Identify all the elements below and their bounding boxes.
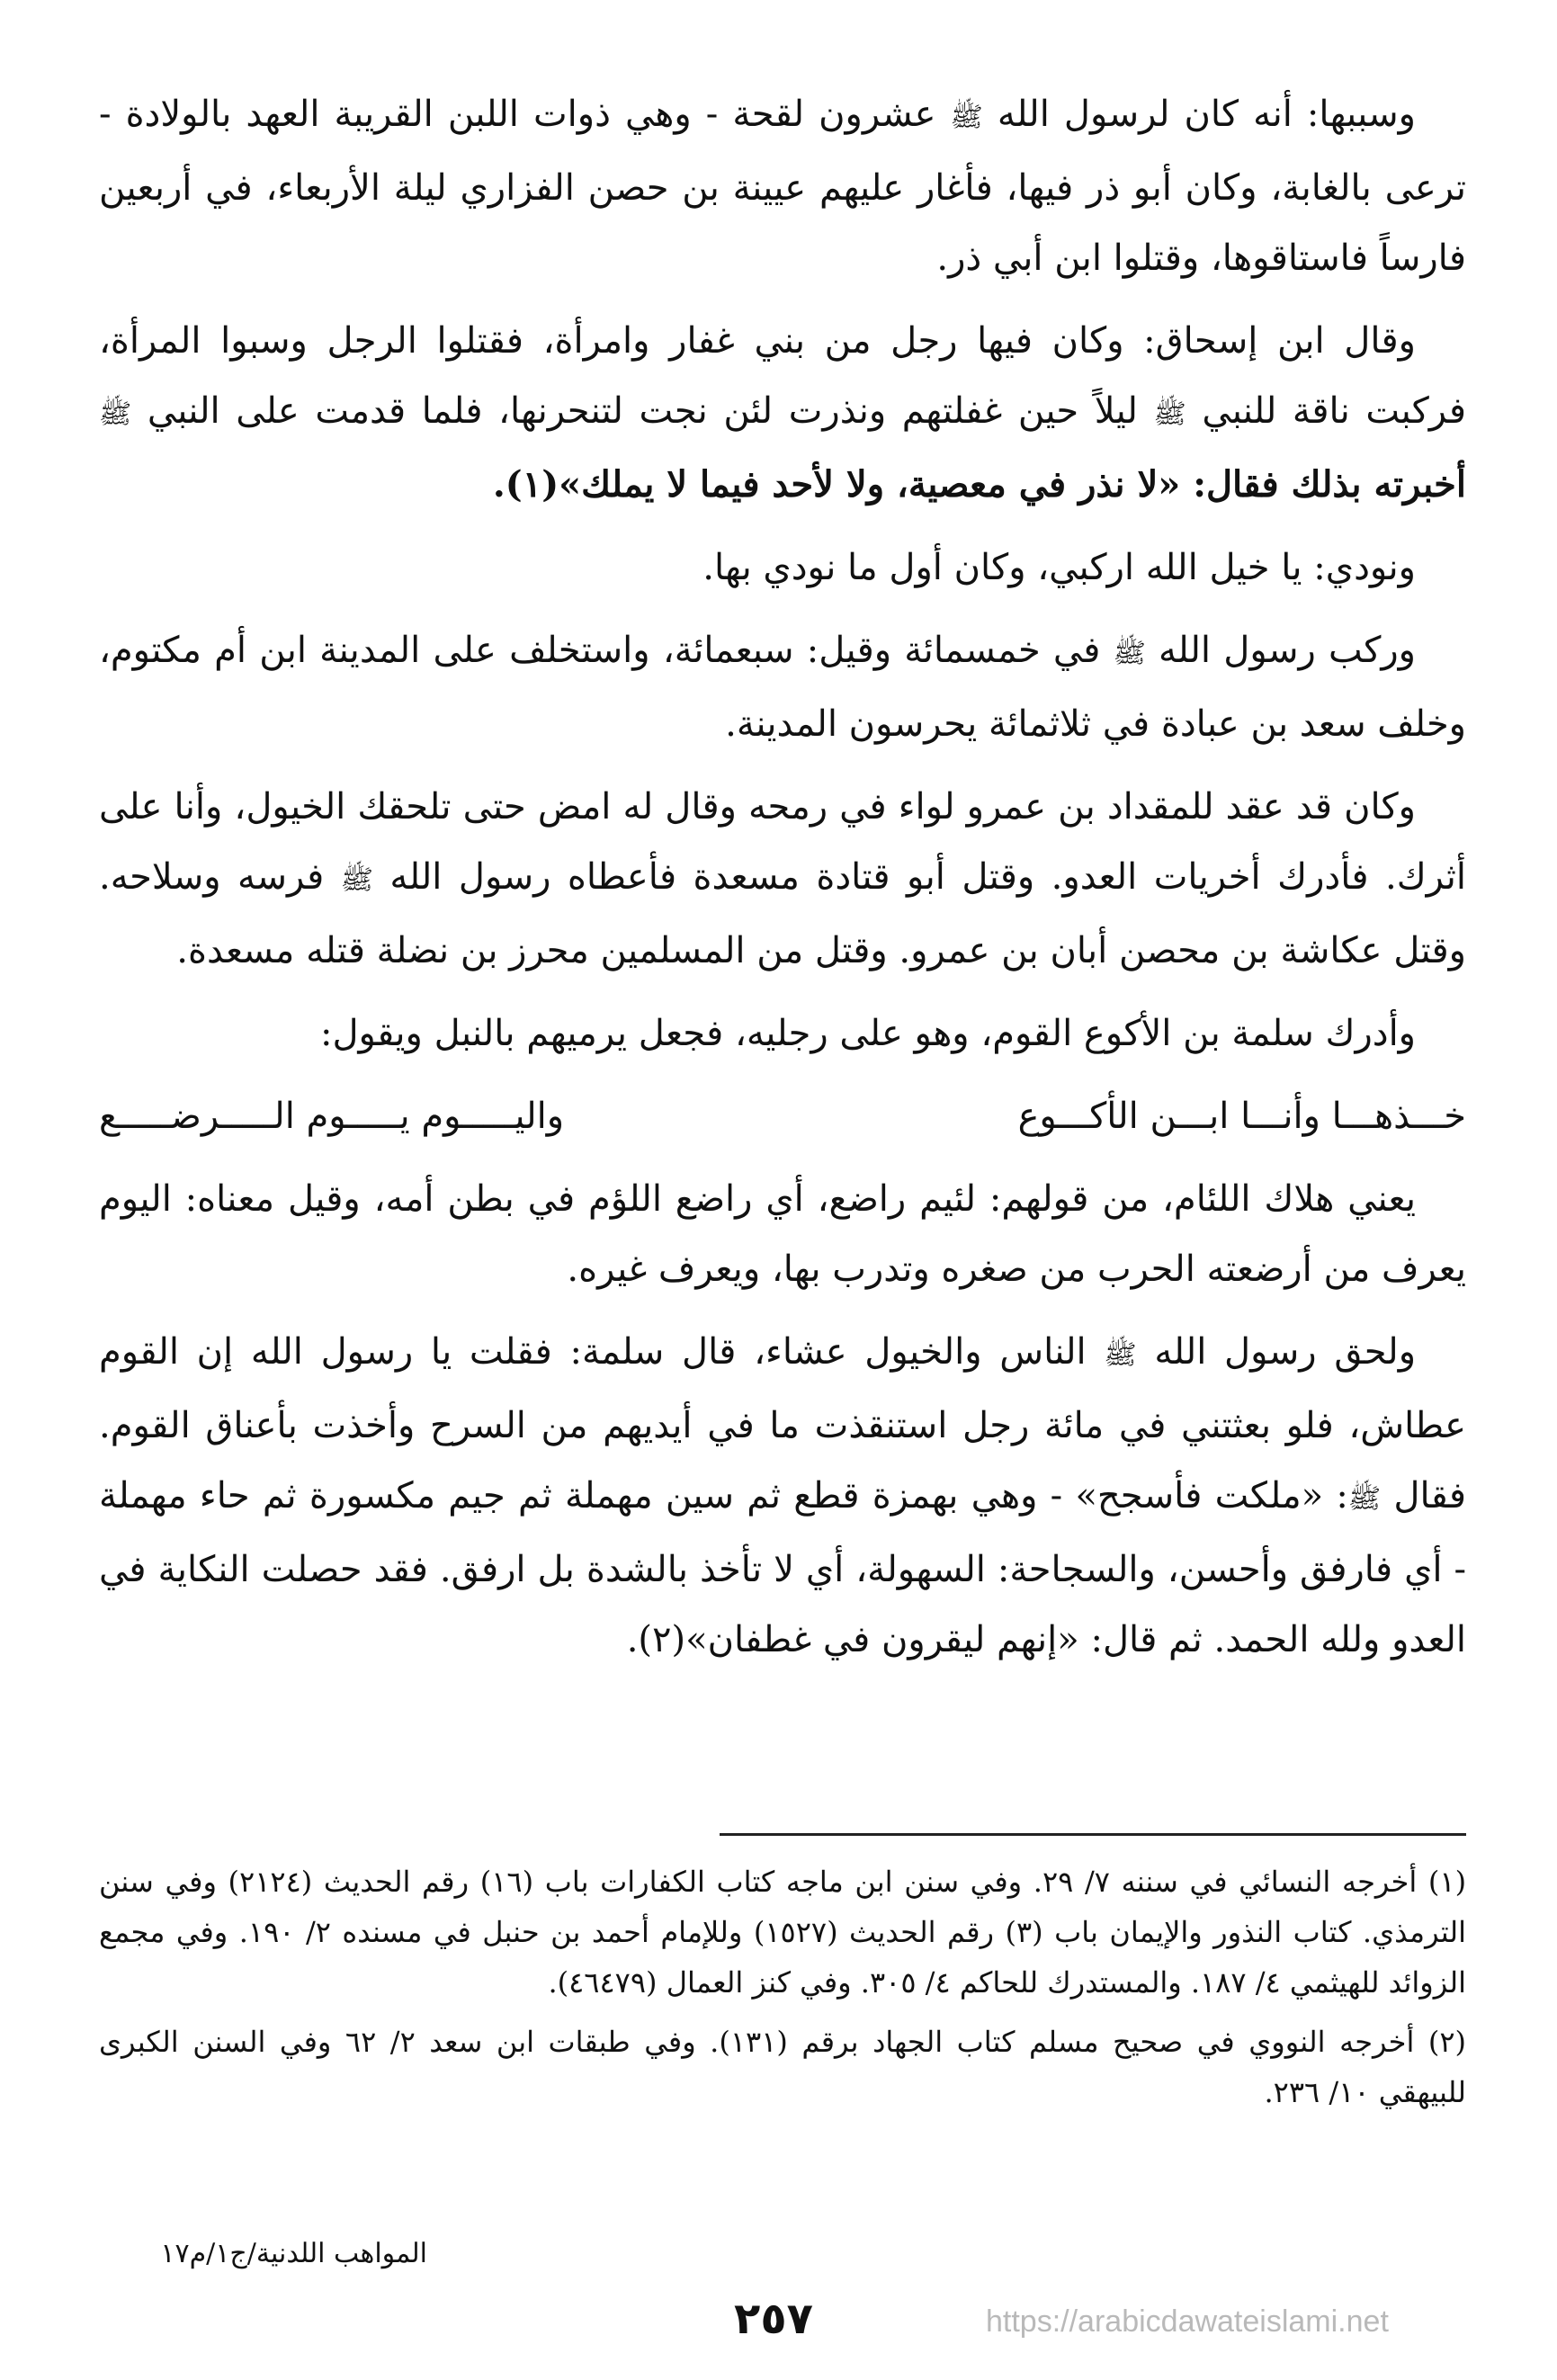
salutation-mark: ﷺ xyxy=(1113,638,1146,669)
main-text xyxy=(99,79,1466,1687)
poem-hemistich-first: خـــذهـــا وأنـــا ابـــن الأكـــوع xyxy=(1017,1096,1466,1137)
footnote-2: (٢) أخرجه النووي في صحيح مسلم كتاب الجهاد برقم (١٣١). وفي طبقات ابن سعد ٢/ ٦٢ وفي السنن الكبرى للبيهقي ١٠/ ٢٣٦. xyxy=(99,2025,1467,2109)
text-segment: وقال ابن إسحاق: وكان فيها رجل من بني غفار وامرأة، فقتلوا الرجل وسبوا المرأة، فركبت ناقة للنبي xyxy=(99,320,1466,432)
text-segment: في خمسمائة وقيل: سبعمائة، واستخلف على المدينة ابن أم مكتوم، وخلف سعد بن عبادة في ثلاثمائة يحرسون المدينة. xyxy=(99,630,1466,745)
text-segment: ولحق رسول الله xyxy=(1136,1331,1417,1373)
paragraph-ibn-ishaq xyxy=(99,306,1466,520)
text-segment: عشرون لقحة - وهي ذوات اللبن القريبة العهد بالولادة - ترعى بالغابة، وكان أبو ذر فيها، فأغار عليهم عيينة بن حصن الفزاري ليلة الأربعاء، في أربعين فارساً فاستاقوها، وقتلوا ابن أبي ذر. xyxy=(99,94,1466,279)
salutation-mark: ﷺ xyxy=(1153,398,1186,430)
text-segment: وكان قد عقد للمقداد بن عمرو لواء في رمحه وقال له امض حتى تلحقك الخيول، وأنا على أثرك. فأدرك أخريات العدو. وقتل أبو قتادة مسعدة فأعطاه رسول الله xyxy=(99,786,1467,898)
watermark-url: https://arabicdawateislami.net xyxy=(986,2304,1389,2339)
salutation-mark: ﷺ xyxy=(99,398,132,430)
text-segment: ونودي: يا خيل الله اركبي، وكان أول ما نودي بها. xyxy=(702,547,1416,588)
text-segment: وركب رسول الله xyxy=(1145,630,1416,671)
footnotes xyxy=(99,1857,1466,2126)
paragraph-miqdad xyxy=(99,772,1466,986)
hadith-quote: أخبرته بذلك فقال: «لا نذر في معصية، ولا لأحد فيما لا يملك»(١). xyxy=(492,463,1466,506)
footnote-divider xyxy=(720,1833,1466,1836)
text-segment: الناس والخيول عشاء، قال سلمة: فقلت يا رسول الله إن القوم عطاش، فلو بعثتني في مائة رجل استنقذت ما في أيديهم من السرح وأخذت بأعناق القوم. فقال xyxy=(99,1331,1467,1517)
page-number: ٢٥٧ xyxy=(734,2294,813,2344)
paragraph-call xyxy=(99,532,1466,603)
salutation-mark: ﷺ xyxy=(950,102,983,133)
salutation-mark: ﷺ xyxy=(1347,1483,1382,1515)
poem-hemistich-second: واليـــــوم يـــــوم الـــــرضـــــع xyxy=(99,1096,565,1137)
text-segment: ليلاً حين غفلتهم ونذرت لئن نجت لتنحرنها، فلما قدمت على النبي xyxy=(131,390,1154,432)
paragraph-salama xyxy=(99,998,1466,1069)
footnote-1: (١) أخرجه النسائي في سننه ٧/ ٢٩. وفي سنن ابن ماجه كتاب الكفارات باب (١٦) رقم الحديث (٢١٢٤) وفي سنن الترمذي. كتاب النذور والإيمان باب (٣) رقم الحديث (١٥٢٧) وللإمام أحمد بن حنبل في مسنده ٢/ ١٩٠. وفي مجمع الزوائد للهيثمي ٤/ ١٨٧. والمستدرك للحاكم ٤/ ٣٠٥. وفي كنز العمال (٤٦٤٧٩). xyxy=(99,1865,1467,2000)
paragraph-explanation xyxy=(99,1164,1466,1304)
text-segment: وسببها: أنه كان لرسول الله xyxy=(982,94,1416,135)
text-segment: : «ملكت فأسجح» - وهي بهمزة قطع ثم سين مهملة ثم جيم مكسورة ثم حاء مهملة - أي فارفق وأحسن، والسجاحة: السهولة، أي لا تأخذ بالشدة بل ارفق. فقد حصلت النكاية في العدو ولله الحمد. ثم قال: «إنهم ليقرون في غطفان»(٢). xyxy=(99,1475,1466,1660)
text-segment: وأدرك سلمة بن الأكوع القوم، وهو على رجليه، فجعل يرميهم بالنبل ويقول: xyxy=(319,1013,1416,1054)
poem-verse xyxy=(99,1081,1466,1151)
salutation-mark: ﷺ xyxy=(340,864,373,896)
paragraph-evening xyxy=(99,1317,1466,1675)
paragraph-cause xyxy=(99,79,1466,293)
text-segment: يعني هلاك اللئام، من قولهم: لئيم راضع، أي راضع اللؤم في بطن أمه، وقيل معناه: اليوم يعرف من أرضعته الحرب من صغره وتدرب بها، ويعرف غيره. xyxy=(99,1178,1466,1290)
running-head: المواهب اللدنية/ج١/م١٧ xyxy=(160,2238,427,2269)
text-segment: فرسه وسلاحه. وقتل عكاشة بن محصن أبان بن عمرو. وقتل من المسلمين محرز بن نضلة قتله مسعدة. xyxy=(99,856,1466,971)
salutation-mark: ﷺ xyxy=(1104,1339,1137,1371)
paragraph-departure xyxy=(99,615,1466,759)
